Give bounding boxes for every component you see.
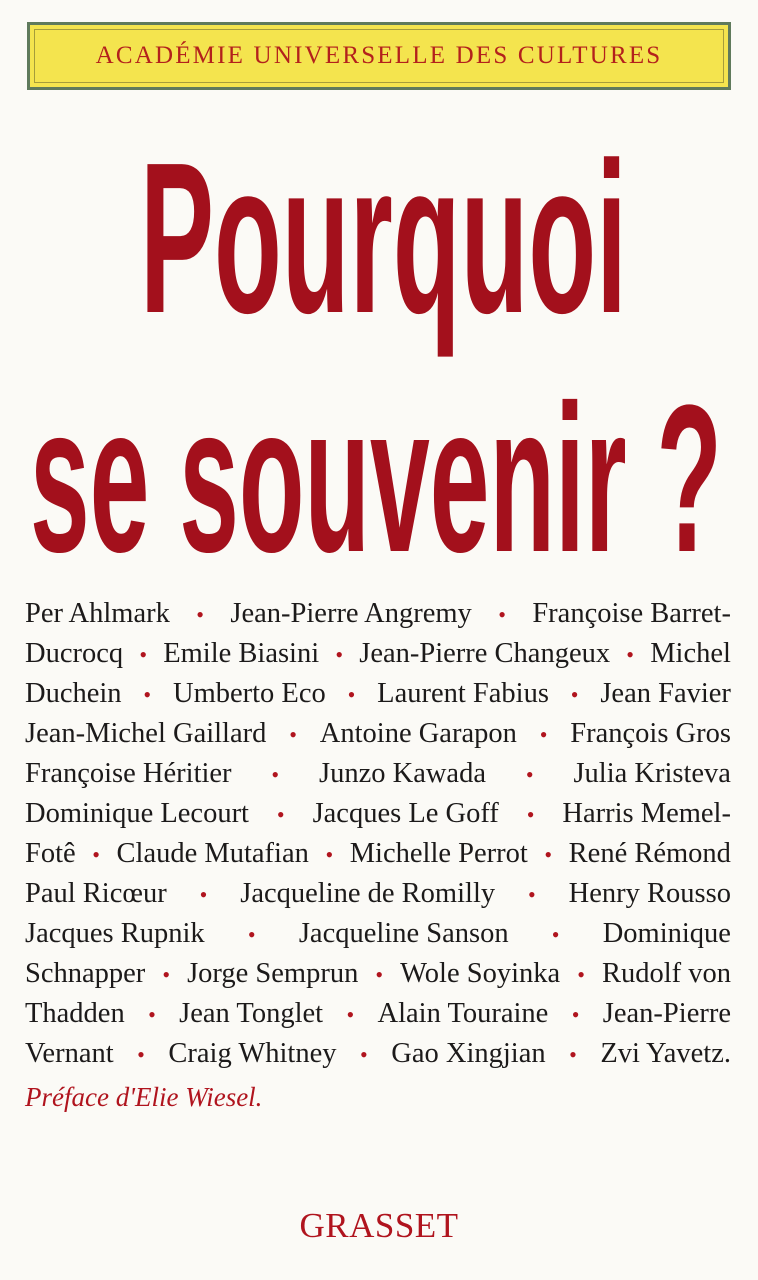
bullet-separator: • xyxy=(346,1002,355,1027)
preface-credit: Préface d'Elie Wiesel. xyxy=(25,1082,263,1112)
contributor-name: Ducrocq xyxy=(25,638,124,669)
bullet-separator: • xyxy=(528,882,536,907)
contributor-name: Rudolf von xyxy=(601,958,731,989)
bullet-separator: • xyxy=(325,842,334,867)
contributor-name: Jean Tonglet xyxy=(179,998,324,1029)
contributor-name: Craig Whitney xyxy=(168,1038,337,1069)
contributor-name: Jean-Michel Gaillard xyxy=(25,718,267,749)
contributor-name: Harris Memel- xyxy=(562,798,731,829)
bullet-separator: • xyxy=(544,842,553,867)
contributors-line xyxy=(25,718,731,758)
book-title xyxy=(0,0,758,598)
bullet-separator: • xyxy=(271,762,280,787)
contributors-line xyxy=(25,878,731,918)
contributor-name: Jacques Rupnik xyxy=(25,918,205,949)
bullet-separator: • xyxy=(199,882,208,907)
contributors-line xyxy=(25,598,731,638)
contributor-name: Jorge Semprun xyxy=(187,958,359,989)
bullet-separator: • xyxy=(139,642,148,667)
contributors-line xyxy=(25,758,731,798)
contributor-name: Zvi Yavetz. xyxy=(600,1038,731,1069)
contributors-line xyxy=(25,838,731,878)
contributors-line xyxy=(25,798,731,838)
bullet-separator: • xyxy=(577,962,585,987)
contributors-line xyxy=(25,638,731,678)
contributor-name: Jacqueline de Romilly xyxy=(240,878,496,909)
contributor-name: Wole Soyinka xyxy=(400,958,561,989)
bullet-separator: • xyxy=(335,642,344,667)
publisher-name: GRASSET xyxy=(299,1206,459,1245)
contributor-name: François Gros xyxy=(570,718,731,749)
contributor-name: Junzo Kawada xyxy=(319,758,486,789)
contributors-line xyxy=(25,918,731,958)
contributor-name: Duchein xyxy=(25,678,122,709)
contributors-list xyxy=(25,598,731,1078)
bullet-separator: • xyxy=(148,1002,156,1027)
contributors-line xyxy=(25,998,731,1038)
contributor-name: Jean-Pierre xyxy=(602,998,731,1029)
contributor-name: Julia Kristeva xyxy=(573,758,731,789)
bullet-separator: • xyxy=(143,682,152,707)
contributor-name: Vernant xyxy=(25,1038,114,1069)
contributor-name: Jacqueline Sanson xyxy=(298,918,509,949)
bullet-separator: • xyxy=(196,602,204,627)
contributor-name: Paul Ricœur xyxy=(25,878,167,909)
contributor-name: Thadden xyxy=(25,998,125,1029)
contributor-name: Jacques Le Goff xyxy=(312,798,499,829)
bullet-separator: • xyxy=(539,722,548,747)
bullet-separator: • xyxy=(626,642,634,667)
contributor-name: Henry Rousso xyxy=(568,878,731,909)
contributor-name: Fotê xyxy=(25,838,76,869)
contributor-name: Emile Biasini xyxy=(163,638,320,669)
contributors-line xyxy=(25,958,731,998)
contributor-name: Schnapper xyxy=(25,958,146,989)
contributor-name: Gao Xingjian xyxy=(391,1038,546,1069)
contributor-name: Françoise Barret- xyxy=(532,598,731,629)
bullet-separator: • xyxy=(137,1042,145,1067)
contributor-name: Michelle Perrot xyxy=(349,838,528,869)
contributor-name: Per Ahlmark xyxy=(25,598,170,629)
bullet-separator: • xyxy=(162,962,171,987)
contributors-line xyxy=(25,1038,731,1078)
bullet-separator: • xyxy=(347,682,356,707)
bullet-separator: • xyxy=(551,922,560,947)
title-line-2: se souvenir ? xyxy=(30,361,722,596)
bullet-separator: • xyxy=(276,802,285,827)
bullet-separator: • xyxy=(289,722,297,747)
contributor-name: Alain Touraine xyxy=(377,998,549,1029)
bullet-separator: • xyxy=(571,1002,580,1027)
bullet-separator: • xyxy=(526,802,535,827)
bullet-separator: • xyxy=(570,682,579,707)
contributor-name: Dominique Lecourt xyxy=(25,798,249,829)
title-line-1: Pourquoi xyxy=(140,117,627,358)
contributor-name: Jean-Pierre Changeux xyxy=(359,638,611,669)
bullet-separator: • xyxy=(360,1042,368,1067)
series-name: ACADÉMIE UNIVERSELLE DES CULTURES xyxy=(95,42,663,69)
contributors-line xyxy=(25,678,731,718)
contributor-name: Laurent Fabius xyxy=(377,678,549,709)
contributor-name: René Rémond xyxy=(568,838,731,869)
contributor-name: Michel xyxy=(650,638,731,669)
bullet-separator: • xyxy=(525,762,534,787)
contributor-name: Dominique xyxy=(602,918,731,949)
contributor-name: Jean Favier xyxy=(600,678,731,709)
bullet-separator: • xyxy=(92,842,100,867)
bullet-separator: • xyxy=(375,962,384,987)
contributor-name: Antoine Garapon xyxy=(319,718,517,749)
contributor-name: Claude Mutafian xyxy=(116,838,309,869)
contributor-name: Umberto Eco xyxy=(172,678,326,709)
bullet-separator: • xyxy=(498,602,506,627)
contributor-name: Jean-Pierre Angremy xyxy=(230,598,472,629)
contributor-name: Françoise Héritier xyxy=(25,758,232,789)
bullet-separator: • xyxy=(247,922,256,947)
bullet-separator: • xyxy=(569,1042,577,1067)
